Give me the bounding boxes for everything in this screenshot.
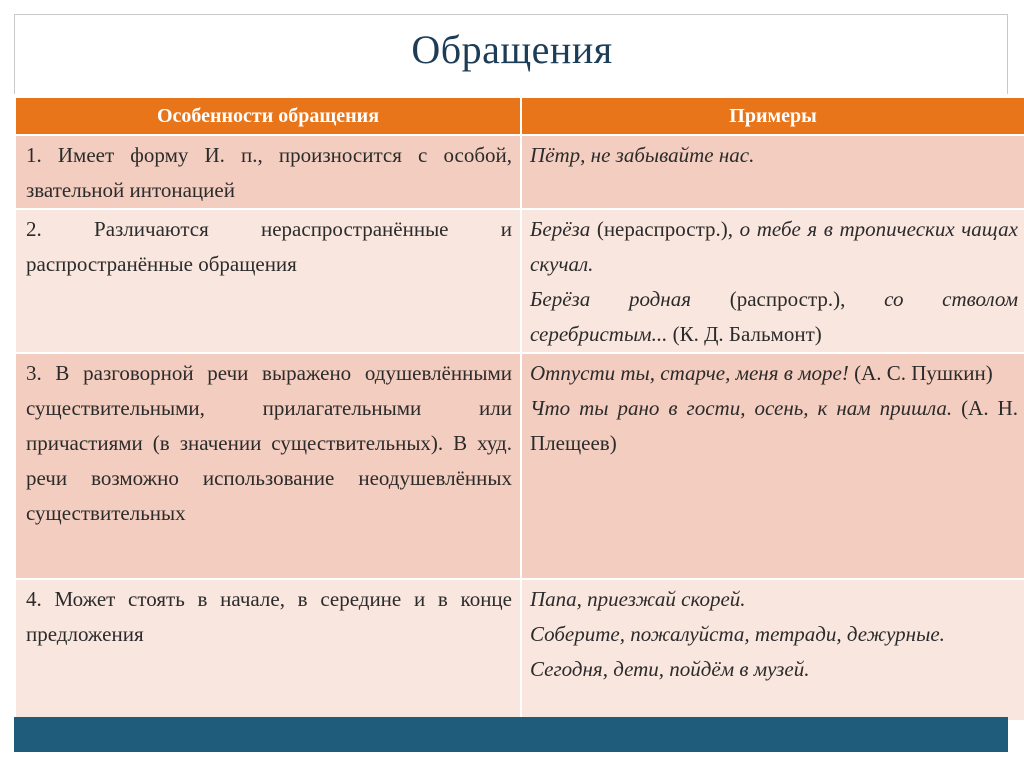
example-line bbox=[530, 356, 1018, 391]
example-author: (А. С. Пушкин) bbox=[848, 361, 993, 385]
feature-cell: 2. Различаются нераспространённые и распространённые обращения bbox=[15, 209, 521, 353]
example-italic: Что ты рано в гости, осень, к нам пришла. bbox=[530, 396, 953, 420]
examples-cell bbox=[521, 135, 1024, 209]
feature-cell: 4. Может стоять в начале, в середине и в конце предложения bbox=[15, 579, 521, 721]
example-note: (распростр.), bbox=[691, 287, 885, 311]
example-note: (нераспростр.), bbox=[590, 217, 740, 241]
table-row bbox=[15, 209, 1024, 353]
features-table bbox=[14, 96, 1024, 722]
example-italic: Сегодня, дети, пойдём в музей. bbox=[530, 657, 810, 681]
example-line bbox=[530, 582, 1018, 617]
example-author: (К. Д. Бальмонт) bbox=[667, 322, 822, 346]
examples-cell bbox=[521, 353, 1024, 579]
example-italic: о тебе я в тропических чащах скучал. bbox=[530, 217, 1018, 276]
examples-cell bbox=[521, 579, 1024, 721]
example-line bbox=[530, 617, 1018, 652]
example-italic: Берёза родная bbox=[530, 287, 691, 311]
page-title: Обращения bbox=[411, 27, 613, 72]
example-italic: со стволом серебристым... bbox=[530, 287, 1018, 346]
header-examples: Примеры bbox=[521, 97, 1024, 135]
examples-cell bbox=[521, 209, 1024, 353]
example-line bbox=[530, 652, 1018, 687]
footer-bar bbox=[14, 717, 1008, 752]
example-line bbox=[530, 282, 1018, 352]
feature-cell: 1. Имеет форму И. п., произносится с особой, звательной интонацией bbox=[15, 135, 521, 209]
example-author: (А. Н. Плещеев) bbox=[530, 396, 1018, 455]
table-row bbox=[15, 353, 1024, 579]
example-italic: Папа, приезжай скорей. bbox=[530, 587, 746, 611]
example-line bbox=[530, 138, 1018, 173]
example-line bbox=[530, 212, 1018, 282]
example-italic: Соберите, пожалуйста, тетради, дежурные. bbox=[530, 622, 945, 646]
example-italic: Пётр, не забывайте нас. bbox=[530, 143, 755, 167]
example-line bbox=[530, 391, 1018, 461]
example-italic: Отпусти ты, старче, меня в море! bbox=[530, 361, 849, 385]
table-row bbox=[15, 579, 1024, 721]
table-header-row bbox=[15, 97, 1024, 135]
example-italic: Берёза bbox=[530, 217, 591, 241]
table-row bbox=[15, 135, 1024, 209]
feature-cell: 3. В разговорной речи выражено одушевлёнными существительными, прилагательными или причастиями (в значении существительных). В худ. речи возможно использование неодушевлённых существительных bbox=[15, 353, 521, 579]
header-features: Особенности обращения bbox=[15, 97, 521, 135]
